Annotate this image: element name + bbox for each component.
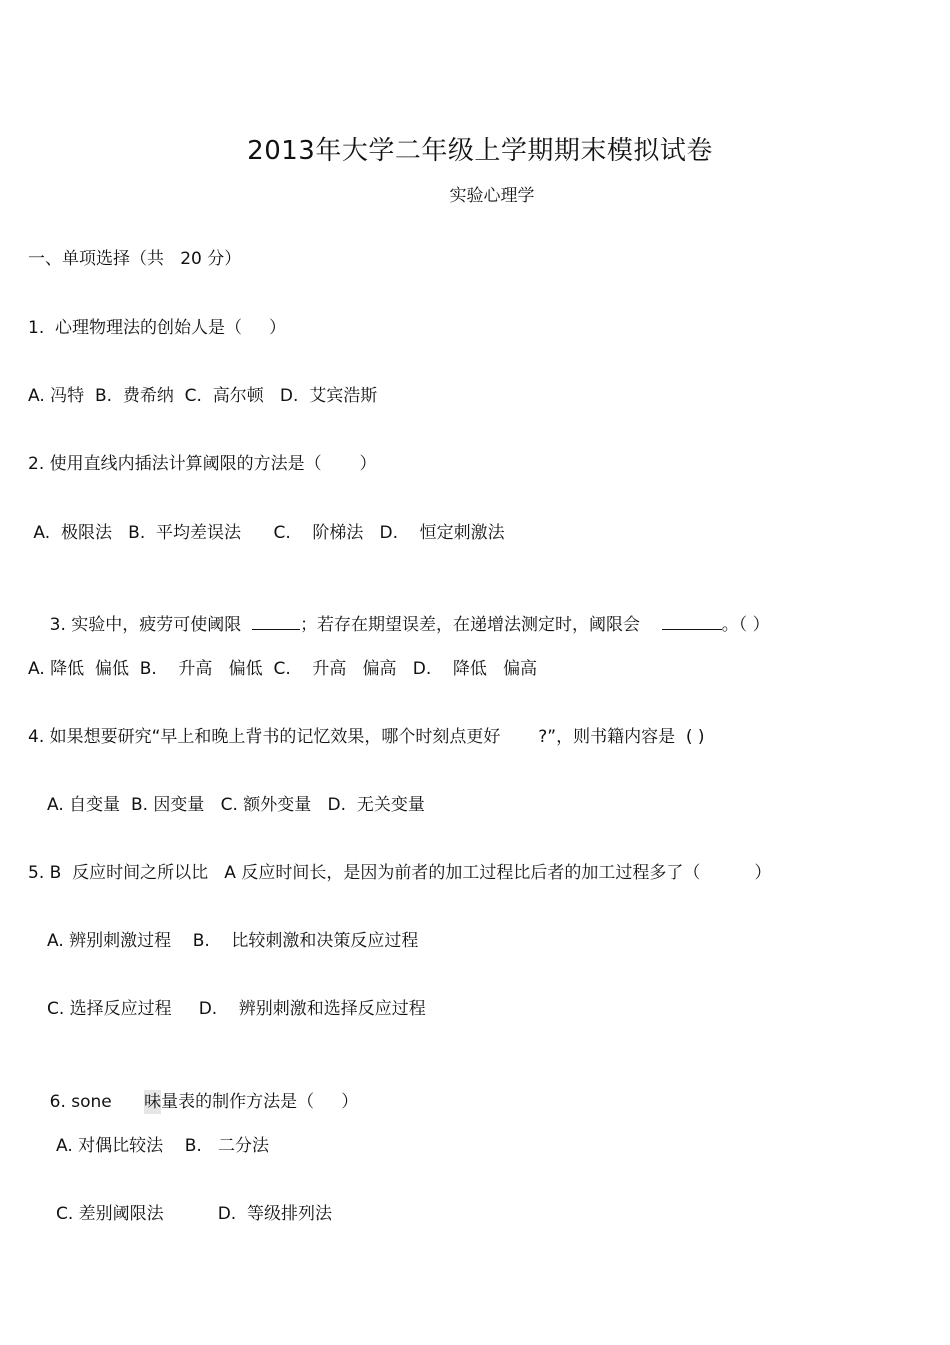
page-subtitle: 实验心理学 [449,186,535,206]
question-1-options: A. 冯特 B. 费希纳 C. 高尔顿 D. 艾宾浩斯 [28,386,378,406]
fill-blank-2 [662,615,722,630]
question-5-options-1: A. 辨别刺激过程 B. 比较刺激和决策反应过程 [47,931,419,951]
question-4-stem: 4. 如果想要研究“早上和晚上背书的记忆效果，哪个时刻点更好 ?”，则书籍内容是 ( ) [28,727,705,747]
question-3-stem-part-3: 。（ ） [721,615,770,635]
question-6-options-2: C. 差别阈限法 D. 等级排列法 [56,1204,333,1224]
question-6-stem-mark: 味 [144,1092,162,1112]
question-3-stem [28,589,770,661]
question-3-stem-part-1: 3. 实验中，疲劳可使阈限 [49,615,253,635]
question-6-stem-prefix: 6. sone [49,1092,145,1112]
question-6-stem-suffix: 量表的制作方法是（ ） [161,1092,359,1112]
page-title: 2013年大学二年级上学期期末模拟试卷 [247,136,713,166]
question-5-stem: 5. B 反应时间之所以比 A 反应时间长，是因为前者的加工过程比后者的加工过程多了（ ） [28,863,772,883]
section-heading: 一、单项选择（共 20 分） [28,249,242,269]
question-3-stem-part-2: ；若存在期望误差，在递增法测定时，阈限会 [300,615,662,635]
question-2-stem: 2. 使用直线内插法计算阈限的方法是（ ） [28,454,377,474]
question-3-options: A. 降低 偏低 B. 升高 偏低 C. 升高 偏高 D. 降低 偏高 [28,659,538,679]
question-6-stem [28,1066,358,1138]
question-6-options-1: A. 对偶比较法 B. 二分法 [56,1136,270,1156]
question-2-options: A. 极限法 B. 平均差误法 C. 阶梯法 D. 恒定刺激法 [28,523,505,543]
question-1-stem: 1. 心理物理法的创始人是（ ） [28,318,287,338]
fill-blank-1 [252,615,300,630]
question-4-options: A. 自变量 B. 因变量 C. 额外变量 D. 无关变量 [47,795,425,815]
question-5-options-2: C. 选择反应过程 D. 辨别刺激和选择反应过程 [47,999,426,1019]
